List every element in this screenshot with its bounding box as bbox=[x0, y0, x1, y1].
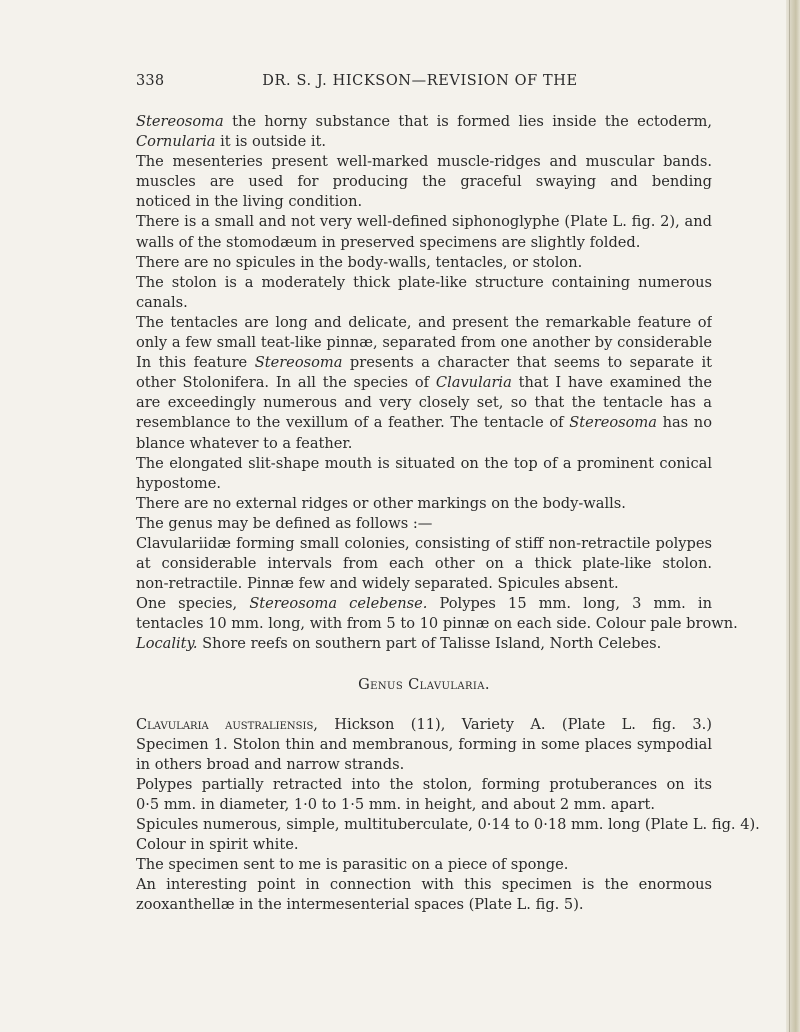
paragraph-block-2 bbox=[136, 735, 760, 916]
text-line bbox=[136, 454, 712, 474]
line-text: other Stolonifera. In all the species of bbox=[136, 374, 436, 392]
text-line bbox=[136, 393, 712, 413]
text-line bbox=[136, 253, 712, 273]
line-text: resemblance to the vexillum of a feather. The tentacle of bbox=[136, 414, 570, 432]
line-text: There is a small and not very well-defined siphonoglyphe (Plate L. fig. 2), and bbox=[136, 213, 712, 231]
italic-term: Stereosoma bbox=[254, 354, 343, 372]
italic-term: Stereosoma celebense. bbox=[249, 595, 428, 613]
line-text: has no bbox=[662, 414, 712, 432]
line-text: The stolon is a moderately thick plate-like structure containing numerous bbox=[136, 273, 712, 291]
text-line bbox=[136, 172, 712, 192]
running-title: DR. S. J. HICKSON—REVISION OF THE bbox=[262, 73, 578, 89]
text-line bbox=[136, 293, 712, 313]
italic-term: Stereosoma bbox=[136, 113, 224, 130]
line-text: are exceedingly numerous and very closely set, so that the tentacle has a bbox=[136, 394, 712, 412]
species-name: Clavularia australiensis, bbox=[136, 715, 318, 733]
text-line bbox=[136, 212, 712, 232]
text-line: An interesting point in connection with this specimen is the enormous bbox=[136, 876, 712, 894]
line-text: Clavulariidæ forming small colonies, consisting of stiff non-retractile polypes bbox=[136, 534, 712, 552]
text-line: zooxanthellæ in the intermesenterial spaces (Plate L. fig. 5). bbox=[136, 896, 584, 914]
running-header bbox=[136, 73, 704, 93]
text-line bbox=[136, 132, 712, 152]
line-text: blance whatever to a feather. bbox=[136, 434, 353, 452]
text-line bbox=[136, 554, 712, 574]
line-text: There are no spicules in the body-walls, tentacles, or stolon. bbox=[136, 253, 583, 271]
genus-heading bbox=[136, 675, 712, 695]
text-line bbox=[136, 413, 712, 433]
text-line bbox=[136, 494, 712, 514]
text-line bbox=[136, 333, 712, 353]
line-text: that I have examined the bbox=[518, 374, 712, 392]
paragraph-block-1 bbox=[136, 112, 738, 655]
page-edge-line bbox=[789, 0, 790, 1032]
line-text: walls of the stomodæum in preserved specimens are slightly folded. bbox=[136, 233, 641, 251]
line-text: The tentacles are long and delicate, and present the remarkable feature of bbox=[136, 313, 712, 331]
text-line: The specimen sent to me is parasitic on a piece of sponge. bbox=[136, 856, 569, 874]
text-line bbox=[136, 233, 712, 253]
line-text: non-retractile. Pinnæ few and widely separated. Spicules absent. bbox=[136, 575, 619, 593]
line-text: hypostome. bbox=[136, 474, 222, 492]
line-text: the horny substance that is formed lies inside the ectoderm, bbox=[232, 113, 712, 130]
line-text: noticed in the living condition. bbox=[136, 193, 363, 211]
text-line bbox=[136, 112, 712, 132]
text-line: Colour in spirit white. bbox=[136, 836, 299, 854]
text-line bbox=[136, 373, 712, 393]
text-line bbox=[136, 152, 712, 172]
line-text: Shore reefs on southern part of Talisse Island, North Celebes. bbox=[197, 635, 662, 653]
line-text: only a few small teat-like pinnæ, separated from one another by considerable bbox=[136, 334, 712, 352]
genus-heading-text: Genus Clavularia. bbox=[358, 675, 490, 693]
text-line bbox=[136, 574, 712, 594]
species-line bbox=[136, 715, 712, 735]
text-line: Specimen 1. Stolon thin and membranous, forming in some places sympodial bbox=[136, 735, 712, 753]
line-text: it is outside it. bbox=[215, 133, 327, 151]
line-text: presents a character that seems to separate it bbox=[349, 354, 712, 372]
text-line: in others broad and narrow strands. bbox=[136, 755, 405, 773]
italic-term: Cornularia bbox=[136, 133, 216, 151]
line-text: at considerable intervals from each other on a thick plate-like stolon. bbox=[136, 555, 712, 573]
text-line bbox=[136, 434, 712, 454]
page-number: 338 bbox=[136, 73, 165, 89]
italic-term: Locality. bbox=[136, 635, 198, 653]
page-body bbox=[136, 112, 760, 916]
text-line bbox=[136, 353, 712, 373]
line-text: muscles are used for producing the graceful swaying and bending bbox=[136, 173, 712, 191]
line-text: There are no external ridges or other markings on the body-walls. bbox=[136, 494, 626, 512]
text-line bbox=[136, 534, 712, 554]
text-line bbox=[136, 594, 712, 614]
line-text: One species, bbox=[136, 595, 250, 613]
italic-term: Stereosoma bbox=[569, 414, 657, 432]
italic-term: Clavularia bbox=[435, 374, 512, 392]
line-text: The genus may be defined as follows :— bbox=[136, 514, 433, 532]
text-line bbox=[136, 313, 712, 333]
text-line: Spicules numerous, simple, multituberculate, 0·14 to 0·18 mm. long (Plate L. fig. 4). bbox=[136, 816, 760, 834]
text-line bbox=[136, 614, 738, 634]
line-text: The elongated slit-shape mouth is situated on the top of a prominent conical bbox=[136, 454, 712, 472]
text-line bbox=[136, 192, 712, 212]
text-line bbox=[136, 273, 712, 293]
text-line: 0·5 mm. in diameter, 1·0 to 1·5 mm. in height, and about 2 mm. apart. bbox=[136, 796, 655, 813]
text-line bbox=[136, 474, 712, 494]
text-line bbox=[136, 634, 712, 654]
line-text: In this feature bbox=[136, 354, 255, 372]
text-line: Polypes partially retracted into the stolon, forming protuberances on its bbox=[136, 775, 712, 793]
line-text: tentacles 10 mm. long, with from 5 to 10 pinnæ on each side. Colour pale brown. bbox=[136, 615, 738, 633]
line-text: The mesenteries present well-marked muscle-ridges and muscular bands. bbox=[136, 153, 712, 171]
text-line bbox=[136, 514, 712, 534]
line-text: canals. bbox=[136, 293, 188, 311]
line-text: Polypes 15 mm. long, 3 mm. in bbox=[439, 595, 712, 613]
species-rest: Hickson (11), Variety A. (Plate L. fig. 3.) bbox=[317, 715, 712, 733]
